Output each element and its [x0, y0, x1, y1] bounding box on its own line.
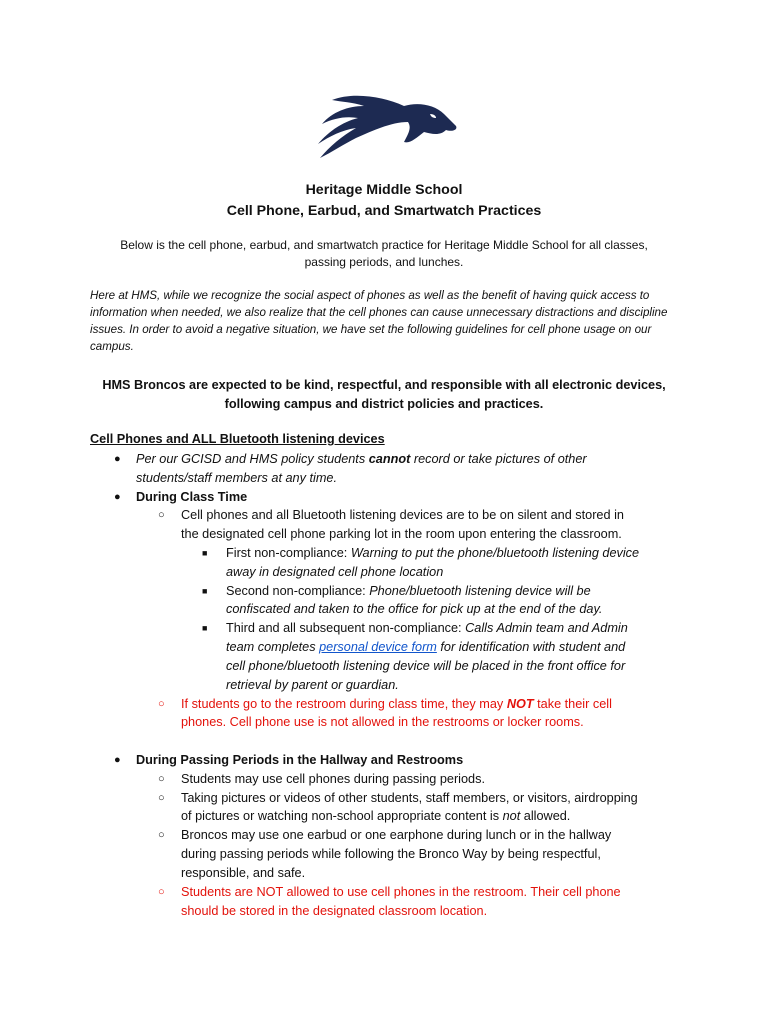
- bullet-marker: ●: [114, 491, 121, 503]
- passing-rule: Broncos may use one earbud or one earphone during lunch or in the hallway: [181, 828, 612, 842]
- personal-device-form-link[interactable]: personal device form: [319, 640, 437, 654]
- restroom-storage-rule: should be stored in the designated classroom location.: [181, 904, 488, 918]
- school-name: Heritage Middle School: [305, 182, 463, 198]
- bronco-horse-logo: [312, 92, 458, 160]
- restroom-rule: If students go to the restroom during class time, they may NOT take their cell: [181, 697, 612, 711]
- circle-marker: ○: [158, 886, 165, 898]
- rule-line: the designated cell phone parking lot in the room upon entering the classroom.: [181, 527, 622, 541]
- square-marker: ■: [202, 586, 208, 596]
- expectation-statement: HMS Broncos are expected to be kind, respectful, and responsible with all electronic devices, following campus and district policies and practices.: [102, 378, 666, 411]
- circle-marker: ○: [158, 829, 165, 841]
- third-noncompliance: team completes personal device form for identification with student and: [226, 640, 626, 654]
- circle-marker: ○: [158, 509, 165, 521]
- passing-rule: Taking pictures or videos of other students, staff members, or visitors, airdropping: [181, 791, 638, 805]
- circle-marker: ○: [158, 773, 165, 785]
- third-noncompliance: cell phone/bluetooth listening device will be placed in the front office for: [226, 659, 626, 673]
- passing-rule: during passing periods while following the Bronco Way by being respectful,: [181, 847, 601, 861]
- policy-line: Per our GCISD and HMS policy students cannot record or take pictures of other: [136, 452, 587, 466]
- intro-paragraph: Here at HMS, while we recognize the social aspect of phones as well as the benefit of having quick access to information when needed, we also realize that the cell phones can cause unnecessary distractions and discipline issues. In order to avoid a negative situation, we have set the following guidelines for cell phone usage on our campus.: [90, 289, 668, 353]
- square-marker: ■: [202, 623, 208, 633]
- rule-line: Cell phones and all Bluetooth listening devices are to be on silent and stored in: [181, 508, 624, 522]
- bullet-marker: ●: [114, 754, 121, 766]
- bullet-marker: ●: [114, 453, 121, 465]
- page-title: Cell Phone, Earbud, and Smartwatch Practices: [226, 203, 542, 219]
- third-noncompliance: retrieval by parent or guardian.: [226, 678, 399, 692]
- restroom-rule: phones. Cell phone use is not allowed in the restrooms or locker rooms.: [181, 715, 584, 729]
- second-noncompliance: confiscated and taken to the office for pick up at the end of the day.: [226, 602, 603, 616]
- passing-rule: Students may use cell phones during passing periods.: [181, 772, 485, 786]
- first-noncompliance: away in designated cell phone location: [226, 565, 444, 579]
- square-marker: ■: [202, 548, 208, 558]
- second-noncompliance: Second non-compliance: Phone/bluetooth listening device will be: [226, 584, 591, 598]
- third-noncompliance: Third and all subsequent non-compliance: Calls Admin team and Admin: [226, 621, 628, 635]
- circle-marker: ○: [158, 792, 165, 804]
- section-heading: Cell Phones and ALL Bluetooth listening devices: [90, 432, 385, 446]
- passing-rule: of pictures or watching non-school appropriate content is not allowed.: [181, 809, 571, 823]
- circle-marker: ○: [158, 698, 165, 710]
- intro-text: Below is the cell phone, earbud, and smartwatch practice for Heritage Middle School for all classes, passing periods, and lunches.: [120, 238, 648, 269]
- passing-heading: During Passing Periods in the Hallway and Restrooms: [136, 753, 464, 767]
- class-time-heading: During Class Time: [136, 490, 248, 504]
- first-noncompliance: First non-compliance: Warning to put the phone/bluetooth listening device: [226, 546, 640, 560]
- restroom-storage-rule: Students are NOT allowed to use cell phones in the restroom. Their cell phone: [181, 885, 621, 899]
- policy-line: students/staff members at any time.: [136, 471, 337, 485]
- passing-rule: responsible, and safe.: [181, 866, 306, 880]
